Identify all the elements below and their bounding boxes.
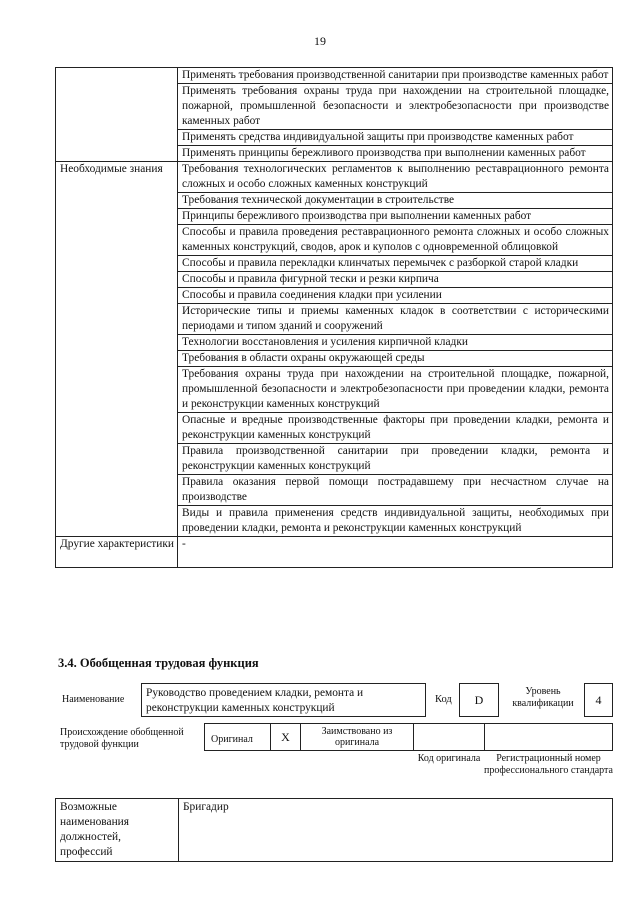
row-group-label: Другие характеристики: [56, 537, 178, 568]
requirement-item: Применять принципы бережливого производства при выполнении каменных работ: [178, 146, 613, 162]
requirement-item: Виды и правила применения средств индивидуальной защиты, необходимых при проведении кладки, ремонта и реконструкции каменных конструкций: [178, 506, 613, 537]
function-name-field: Руководство проведением кладки, ремонта и реконструкции каменных конструкций: [141, 683, 426, 717]
requirement-item: Требования технической документации в строительстве: [178, 193, 613, 209]
requirement-item: -: [178, 537, 613, 568]
requirement-item: Требования охраны труда при нахождении на строительной площадке, пожарной, промышленной безопасности и электробезопасности при проведении кладки, ремонта и реконструкции каменных конструкций: [178, 367, 613, 413]
code-field: D: [459, 683, 499, 717]
requirement-item: Исторические типы и приемы каменных кладок в соответствии с историческими периодами и типом зданий и сооружений: [178, 304, 613, 335]
requirement-item: Принципы бережливого производства при выполнении каменных работ: [178, 209, 613, 225]
requirement-item: Способы и правила соединения кладки при усилении: [178, 288, 613, 304]
reg-number-cell: [484, 723, 613, 751]
original-label: Оригинал: [204, 723, 271, 751]
level-field: 4: [584, 683, 613, 717]
requirement-item: Технологии восстановления и усиления кирпичной кладки: [178, 335, 613, 351]
requirement-item: Правила оказания первой помощи пострадавшему при несчастном случае на производстве: [178, 475, 613, 506]
requirement-item: Требования технологических регламентов к выполнению реставрационного ремонта сложных и особо сложных каменных конструкций: [178, 162, 613, 193]
borrowed-label: Заимствовано из оригинала: [300, 723, 414, 751]
original-mark: X: [270, 723, 301, 751]
section-title: 3.4. Обобщенная трудовая функция: [58, 656, 259, 670]
table-row: [56, 162, 613, 193]
row-group-label: Необходимые знания: [56, 162, 178, 537]
requirements-table: [55, 67, 613, 568]
positions-label: Возможные наименования должностей, профессий: [56, 799, 179, 862]
reg-caption: Регистрационный номер профессионального стандарта: [484, 753, 613, 776]
positions-value: Бригадир: [179, 799, 613, 862]
requirement-item: Применять средства индивидуальной защиты при производстве каменных работ: [178, 130, 613, 146]
code-caption: Код оригинала: [417, 753, 481, 764]
original-code-cell: [413, 723, 485, 751]
positions-row: [56, 799, 613, 862]
table-row: [56, 537, 613, 568]
requirement-item: Способы и правила проведения реставрационного ремонта сложных и особо сложных каменных конструкций, сводов, арок и куполов с одновременной облицовкой: [178, 225, 613, 256]
requirement-item: Применять требования охраны труда при нахождении на строительной площадке, пожарной, промышленной безопасности и электробезопасности при производстве каменных работ: [178, 84, 613, 130]
positions-table: [55, 798, 613, 862]
origin-label: Происхождение обобщенной трудовой функции: [60, 727, 184, 750]
name-label: Наименование: [62, 694, 125, 705]
page-number: 19: [314, 34, 326, 48]
requirement-item: Правила производственной санитарии при проведении кладки, ремонта и реконструкции каменных конструкций: [178, 444, 613, 475]
requirement-item: Требования в области охраны окружающей среды: [178, 351, 613, 367]
requirement-item: Опасные и вредные производственные факторы при проведении кладки, ремонта и реконструкции каменных конструкций: [178, 413, 613, 444]
level-label: Уровень квалификации: [512, 686, 574, 709]
code-label: Код: [435, 694, 452, 705]
table-row: [56, 68, 613, 84]
requirement-item: Применять требования производственной санитарии при производстве каменных работ: [178, 68, 613, 84]
row-group-label: [56, 68, 178, 162]
requirement-item: Способы и правила перекладки клинчатых перемычек с разборкой старой кладки: [178, 256, 613, 272]
requirement-item: Способы и правила фигурной тески и резки кирпича: [178, 272, 613, 288]
